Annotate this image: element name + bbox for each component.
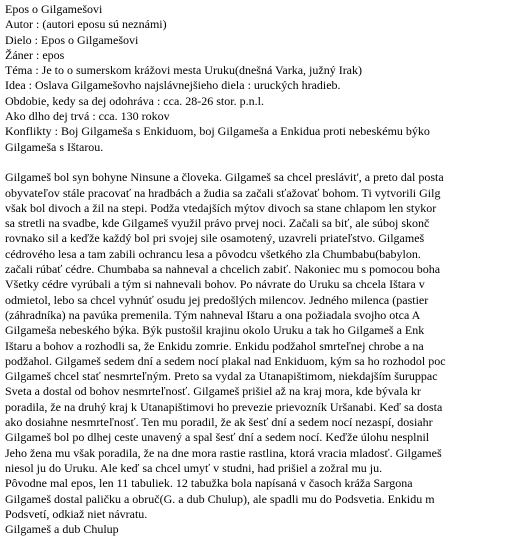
summary-line: Sveta a dostal od bohov nesmrteľnosť. Gilgameš prišiel až na kraj mora, kde bývala kr: [5, 384, 421, 399]
section-heading: Gilgameš a dub Chulup: [5, 522, 119, 537]
summary-line: obyvateľov stále pracovať na hradbách a žudia sa začali sťažovať bohom. Ti vytvorili Gilg: [5, 185, 441, 200]
idea-line: Idea : Oslava Gilgamešovho najslávnejšieho diela : uruckých hradieb.: [5, 78, 341, 93]
conflicts-line-continued: Gilgameša s Ištarou.: [5, 139, 104, 154]
doc-title: Epos o Gilgamešovi: [5, 2, 103, 16]
summary-paragraph: [5, 170, 514, 537]
summary-line: Gilgameš bol po dlhej ceste unavený a spal šesť dní a sedem nocí. Keďže úlohu nesplnil: [5, 430, 430, 445]
tablet-note-line: Pôvodne mal epos, len 11 tabuliek. 12 tabužka bola napísaná v časoch kráža Sargona: [5, 476, 413, 491]
period-line: Obdobie, kedy sa dej odohráva : cca. 28-26 stor. p.n.l.: [5, 93, 264, 108]
genre-line: Žáner : epos: [5, 47, 65, 62]
summary-line: niesol ju do Uruku. Ale keď sa chcel umyť v studni, had prišiel a zožral mu ju.: [5, 460, 383, 475]
summary-line: Gilgameš bol syn bohyne Ninsune a človeka. Gilgameš sa chcel preslávit', a preto dal posta: [5, 170, 444, 185]
theme-line: Téma : Je to o sumerskom krážovi mesta Uruku(dnešná Varka, južný Irak): [5, 63, 363, 78]
summary-line: cédrového lesa a tam zabili ochrancu lesa a pôvodcu všetkého zla Chumbabu(babylon.: [5, 246, 421, 261]
summary-line: Jeho žena mu však poradila, že na dne mora rastie rastlina, ktorá vracia mladosť. Gilgameš: [5, 445, 442, 460]
summary-line: podžahol. Gilgameš sedem dní a sedem nocí plakal nad Enkiduom, kým sa ho rozhodol poc: [5, 353, 446, 368]
paragraph-gap: [5, 155, 514, 170]
summary-line: začali rúbať cédre. Chumbaba sa nahneval a chcelich zabiť. Nakoniec mu s pomocou boha: [5, 262, 441, 277]
summary-line: Ištaru a bohov a rozhodli sa, že Enkidu zomrie. Enkidu podžahol smrteľnej chrobe a na: [5, 338, 424, 353]
summary-line: poradila, že na druhý kraj k Utanapištimovi ho prevezie prievozník Uršanabi. Keď sa dosta: [5, 399, 443, 414]
tablet-note-line: Podsvetí, odkiaž niet návratu.: [5, 506, 148, 521]
summary-line: ako dosiahne nesmrteľnosť. Ten mu poradil, že ak šesť dní a sedem nocí nezaspí, dosiahr: [5, 415, 433, 430]
work-line: Dielo : Epos o Gilgamešovi: [5, 32, 139, 47]
summary-line: odmietol, lebo sa chcel vyhnúť osudu jej predošlých milencov. Jedného milenca (pastier: [5, 292, 429, 307]
summary-line: sa stretli na svadbe, kde Gilgameš využil právo prvej noci. Začali sa biť, ale súboj skonč: [5, 216, 430, 231]
summary-line: však bol divoch a žil na stepi. Podža vtedajších mýtov divoch sa stane chlapom len stykor: [5, 200, 437, 215]
summary-line: (záhradníka) na pavúka premenila. Tým nahneval Ištaru a ona požiadala svojho otca A: [5, 307, 421, 322]
tablet-note-line: Gilgameš dostal paličku a obruč(G. a dub Chulup), ale spadli mu do Podsvetia. Enkidu m: [5, 491, 435, 506]
duration-line: Ako dlho dej trvá : cca. 130 rokov: [5, 109, 170, 124]
info-block: [5, 2, 514, 155]
summary-line: Gilgameša nebeského býka. Býk pustošil krajinu okolo Uruku a tak ho Gilgameš a Enk: [5, 323, 425, 338]
author-line: Autor : (autori eposu sú neznámi): [5, 17, 167, 32]
document: [5, 2, 514, 537]
summary-line: Všetky cédre vyrúbali a tým si nahnevali bohov. Po návrate do Uruku sa chcela Ištara v: [5, 277, 425, 292]
summary-line: Gilgameš chcel stať nesmrteľným. Preto sa vydal za Utanapištimom, niekdajším šuruppac: [5, 369, 438, 384]
summary-line: rovnako sil a keďže každý bol pri svojej sile osamotený, uzavreli priateľstvo. Gilgameš: [5, 231, 425, 246]
conflicts-line: Konflikty : Boj Gilgameša s Enkiduom, boj Gilgameša a Enkidua proti nebeskému býko: [5, 124, 430, 139]
